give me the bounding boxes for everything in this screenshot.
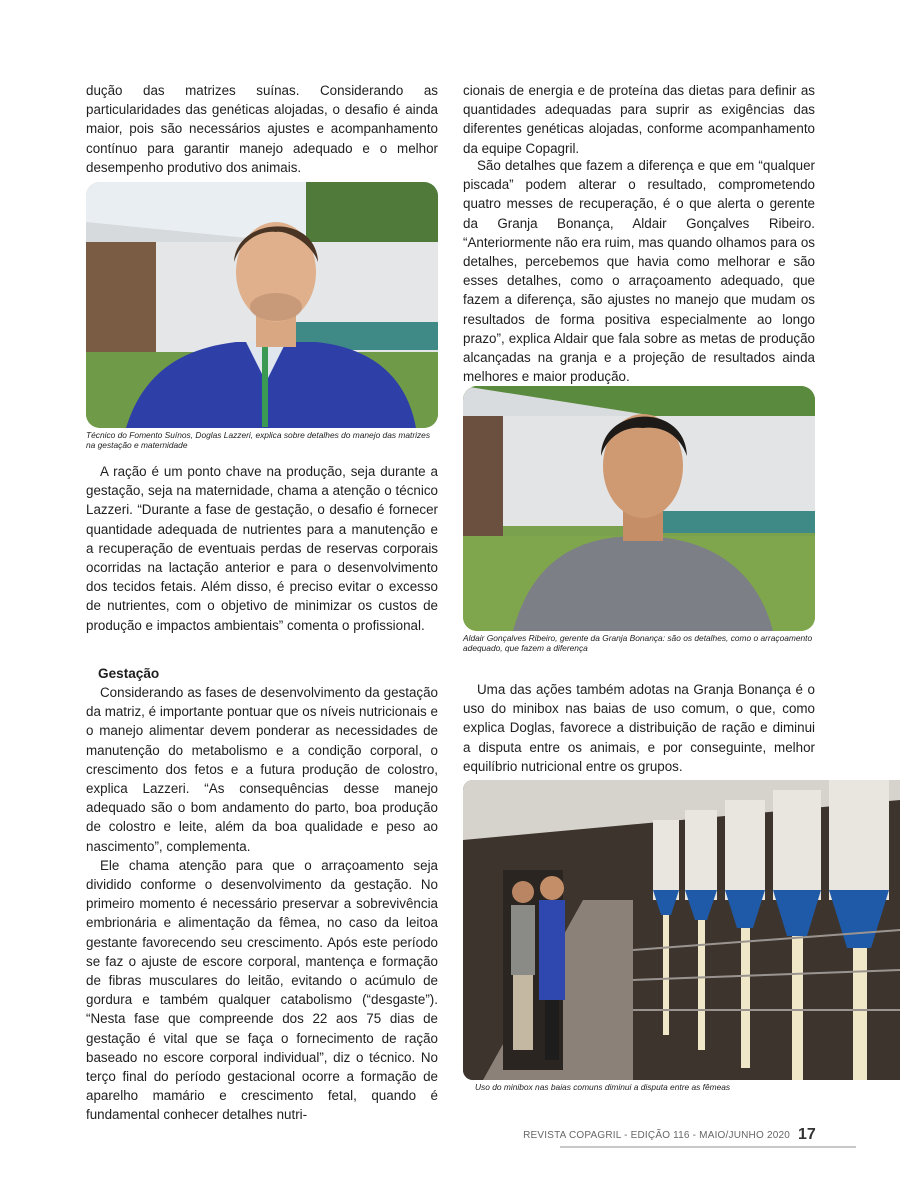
paragraph-gestacao-2: Ele chama atenção para que o arraçoamento seja dividido conforme o desenvolvimento da gestação. No primeiro momento é necessário preservar a sobrevivência embrionária e alimentação da fêmea, no caso da leitoa gestante favorecendo seu crescimento. Após este período se faz o ajuste de escore corporal, mantença e formação de fibras musculares do leitão, evitando o acúmulo de gordura e também qualquer catabolismo (“desgaste”). “Nesta fase que compreende dos 22 aos 75 dias de gestação é vital que se faça o fornecimento de ração baseado no escore corporal individual”, diz o técnico. No terço final do período gestacional ocorre a formação de aparelho mamário e crescimento fetal, quando é fundamental conhecer detalhes nutri-: [86, 857, 438, 1123]
caption-photo-2: Aldair Gonçalves Ribeiro, gerente da Granja Bonança: são os detalhes, como o arraçoamento adequado, que fazem a diferença: [463, 633, 813, 653]
photo-aldair-ribeiro: [463, 386, 815, 631]
photo-doglas-lazzeri: [86, 182, 438, 428]
caption-photo-3: Uso do minibox nas baias comuns diminui a disputa entre as fêmeas: [475, 1082, 731, 1092]
paragraph-right-continued: cionais de energia e de proteína das dietas para definir as quantidades adequadas para suprir as exigências das diferentes genéticas alojadas, conforme acompanhamento da equipe Copagril.: [463, 83, 815, 156]
page-number: 17: [798, 1126, 816, 1143]
footer-publication: REVISTA COPAGRIL - EDIÇÃO 116 - MAIO/JUNHO 2020: [523, 1130, 790, 1141]
footer-divider: [560, 1146, 856, 1148]
paragraph-detalhes: São detalhes que fazem a diferença e que em “qualquer piscada” podem alterar o resultado, comprometendo quatro messes de recuperação, é o que alerta o gerente da Granja Bonança, Aldair Gonçalves Ribeiro. “Anteriormente não era ruim, mas quando olhamos para os detalhes, percebemos que havia como melhorar e são esses detalhes, como o arraçoamento adequado, que fazem a diferença, são ajustes no manejo que mudam os resultados de forma positiva especialmente ao longo prazo”, explica Aldair que fala sobre as metas de produção alcançadas na granja e a projeção de resultados ainda melhores e maior produção.: [463, 158, 815, 385]
section-gestacao: [86, 664, 438, 1125]
heading-gestacao: Gestação: [98, 666, 160, 681]
paragraph-intro-continued: dução das matrizes suínas. Considerando as particularidades das genéticas alojadas, o desafio é ainda maior, pois são necessários ajustes e acompanhamento contínuo para garantir manejo adequado e o melhor desempenho produtivo dos animais.: [86, 83, 438, 175]
caption-photo-1: Técnico do Fomento Suínos, Doglas Lazzeri, explica sobre detalhes do manejo das matrizes na gestação e maternidade: [86, 430, 431, 450]
paragraph-minibox: Uma das ações também adotas na Granja Bonança é o uso do minibox nas baias de uso comum, o que, como explica Doglas, favorece a distribuição de ração e diminui a disputa entre os animais, e por conseguinte, melhor equilíbrio nutricional entre os grupos.: [463, 682, 815, 774]
paragraph-racao: A ração é um ponto chave na produção, seja durante a gestação, seja na maternidade, chama a atenção o técnico Lazzeri. “Durante a fase de gestação, o desafio é fornecer quantidade adequada de nutrientes para a manutenção e a recuperação de eventuais perdas de reservas corporais ocorridas na lactação anterior e para o desenvolvimento dos tecidos fetais. Além disso, é preciso evitar o excesso de nutrientes, com o objetivo de minimizar os custos de produção e impactos ambientais” comenta o profissional.: [86, 464, 438, 633]
paragraph-gestacao-1: Considerando as fases de desenvolvimento da gestação da matriz, é importante pontuar que os níveis nutricionais e o manejo alimentar devem ponderar as necessidades de manutenção do metabolismo e a condição corporal, o crescimento dos fetos e a futura produção de colostro, explica Lazzeri. “As consequências desse manejo adequado são o bom andamento do parto, boa produção de colostro e leite, além da boa qualidade e peso ao nascimento”, complementa.: [86, 685, 438, 854]
photo-minibox-baias: [463, 780, 900, 1080]
